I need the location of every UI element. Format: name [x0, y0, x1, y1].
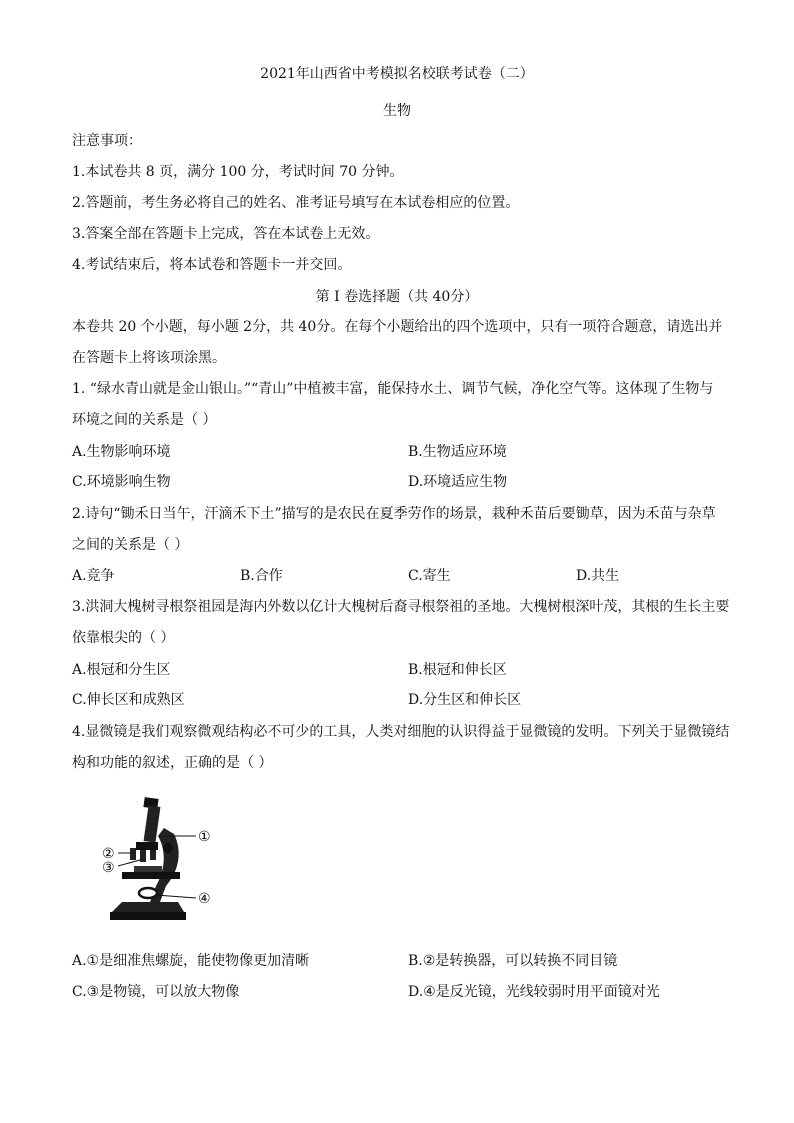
exam-subject: 生物: [383, 103, 411, 119]
microscope-figure: [100, 790, 220, 930]
question-2-option-c: C.寄生: [408, 568, 451, 584]
question-1-option-c: C.环境影响生物: [72, 474, 171, 490]
question-4-stem: 构和功能的叙述，正确的是（ ）: [72, 755, 273, 771]
question-3-option-b: B.根冠和伸长区: [408, 662, 507, 678]
notice-heading: 注意事项：: [72, 133, 142, 149]
question-2-stem: 2.诗句“锄禾日当午，汗滴禾下土”描写的是农民在夏季劳作的场景，栽种禾苗后要锄草，因为禾苗与杂草: [72, 506, 716, 522]
question-3-option-d: D.分生区和伸长区: [408, 692, 522, 708]
question-4-option-d: D.④是反光镜，光线较弱时用平面镜对光: [408, 984, 660, 1000]
figure-label-4: ④: [198, 891, 211, 907]
question-1-option-b: B.生物适应环境: [408, 444, 507, 460]
question-3-option-a: A.根冠和分生区: [72, 662, 171, 678]
question-1-stem: 环境之间的关系是（ ）: [72, 412, 217, 428]
section-intro: 在答题卡上将该项涂黑。: [72, 350, 226, 366]
notice-item: 3.答案全部在答题卡上完成，答在本试卷上无效。: [72, 226, 380, 242]
question-1-option-a: A.生物影响环境: [72, 444, 171, 460]
question-1-option-d: D.环境适应生物: [408, 474, 508, 490]
question-2-option-b: B.合作: [240, 568, 283, 584]
figure-label-3: ③: [102, 860, 115, 876]
question-4-option-c: C.③是物镜，可以放大物像: [72, 984, 240, 1000]
question-4-option-b: B.②是转换器，可以转换不同目镜: [408, 953, 618, 969]
microscope-icon: [100, 790, 230, 930]
question-2-option-a: A.竞争: [72, 568, 115, 584]
question-2-option-d: D.共生: [576, 568, 620, 584]
question-3-stem: 3.洪洞大槐树寻根祭祖园是海内外数以亿计大槐树后裔寻根祭祖的圣地。大槐树根深叶茂，其根的生长主要: [72, 599, 730, 615]
question-1-stem: 1. “绿水青山就是金山银山。”“青山”中植被丰富，能保持水土、调节气候，净化空气等。这体现了生物与: [72, 381, 714, 397]
question-4-option-a: A.①是细准焦螺旋，能使物像更加清晰: [72, 953, 310, 969]
section-title: 第 I 卷选择题（共 40分）: [315, 289, 479, 305]
exam-title: 2021年山西省中考模拟名校联考试卷（二）: [260, 66, 534, 82]
section-intro: 本卷共 20 个小题，每小题 2分，共 40分。在每个小题给出的四个选项中，只有一项符合题意，请选出并: [72, 319, 723, 335]
question-2-stem: 之间的关系是（ ）: [72, 537, 189, 553]
figure-label-1: ①: [198, 829, 211, 845]
notice-item: 1.本试卷共 8 页，满分 100 分，考试时间 70 分钟。: [72, 164, 404, 180]
question-3-option-c: C.伸长区和成熟区: [72, 692, 185, 708]
notice-item: 2.答题前，考生务必将自己的姓名、准考证号填写在本试卷相应的位置。: [72, 195, 520, 211]
notice-item: 4.考试结束后，将本试卷和答题卡一并交回。: [72, 257, 352, 273]
question-4-stem: 4.显微镜是我们观察微观结构必不可少的工具，人类对细胞的认识得益于显微镜的发明。下列关于显微镜结: [72, 724, 730, 740]
question-3-stem: 依靠根尖的（ ）: [72, 630, 175, 646]
figure-label-2: ②: [102, 846, 115, 862]
